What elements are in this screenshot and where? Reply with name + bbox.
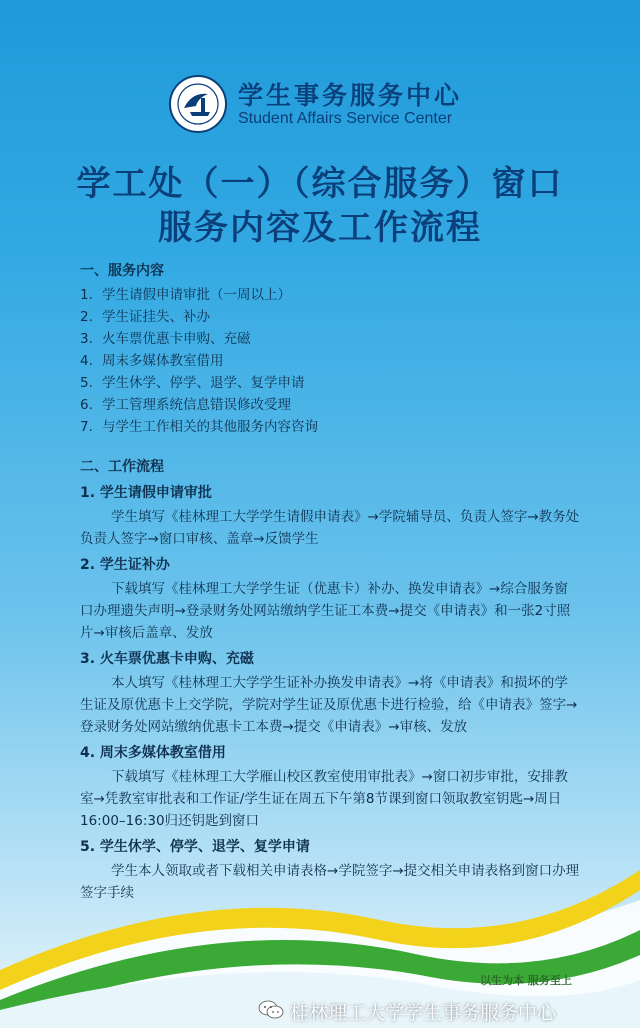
item-text: 学工管理系统信息错误修改受理 [102, 397, 291, 413]
services-list [80, 284, 580, 438]
item-text: 周末多媒体教室借用 [102, 353, 224, 369]
spacer [80, 438, 580, 456]
workflow-item-body: 本人填写《桂林理工大学学生证补办换发申请表》→将《申请表》和损坏的学生证及原优惠卡上交学院，学院对学生证及原优惠卡进行检验，给《申请表》签字→登录财务处网站缴纳优惠卡工本费→提交《申请表》→审核、发放 [80, 675, 578, 735]
services-heading: 一、服务内容 [80, 263, 164, 279]
content [80, 260, 580, 908]
workflow-item-body: 下载填写《桂林理工大学学生证（优惠卡）补办、换发申请表》→综合服务窗口办理遗失声明→登录财务处网站缴纳学生证工本费→提交《申请表》和一张2寸照片→审核后盖章、发放 [80, 581, 571, 641]
item-text: 与学生工作相关的其他服务内容咨询 [102, 419, 318, 435]
item-number: 4. [80, 353, 93, 369]
list-item [80, 328, 580, 350]
list-item [80, 394, 580, 416]
workflow-item-title: 4. 周末多媒体教室借用 [80, 745, 226, 761]
workflow-item-body: 学生本人领取或者下载相关申请表格→学院签字→提交相关申请表格到窗口办理签字手续 [80, 863, 580, 901]
workflow-item-title: 3. 火车票优惠卡申购、充磁 [80, 651, 254, 667]
item-number: 1. [80, 287, 93, 303]
workflow-item-body: 下载填写《桂林理工大学雁山校区教室使用审批表》→窗口初步审批，安排教室→凭教室审批表和工作证/学生证在周五下午第8节课到窗口领取教室钥匙→周日16:00–16:30归还钥匙到窗口 [80, 769, 568, 829]
item-text: 火车票优惠卡申购、充磁 [102, 331, 251, 347]
item-text: 学生请假申请审批（一周以上） [102, 287, 291, 303]
header [0, 70, 640, 140]
workflow-item-title: 1. 学生请假申请审批 [80, 485, 212, 501]
item-number: 7. [80, 419, 93, 435]
list-item [80, 416, 580, 438]
workflow-item [80, 648, 580, 738]
item-number: 3. [80, 331, 93, 347]
university-logo-icon [168, 74, 228, 134]
center-name-cn: 学生事务服务中心 [238, 81, 463, 110]
list-item [80, 306, 580, 328]
item-number: 2. [80, 309, 93, 325]
workflow-item-body: 学生填写《桂林理工大学学生请假申请表》→学院辅导员、负责人签字→教务处负责人签字→窗口审核、盖章→反馈学生 [80, 509, 580, 547]
item-text: 学生证挂失、补办 [102, 309, 210, 325]
item-number: 6. [80, 397, 93, 413]
item-text: 学生休学、停学、退学、复学申请 [102, 375, 305, 391]
page-title-line1: 学工处（一）（综合服务）窗口 [76, 164, 564, 204]
list-item [80, 284, 580, 306]
workflow-item [80, 482, 580, 550]
workflow-item [80, 554, 580, 644]
item-number: 5. [80, 375, 93, 391]
slogan: 以生为本 服务至上 [480, 974, 572, 987]
list-item [80, 372, 580, 394]
workflow-item-title: 5. 学生休学、停学、退学、复学申请 [80, 839, 310, 855]
workflow-item [80, 742, 580, 832]
workflow-item-title: 2. 学生证补办 [80, 557, 170, 573]
list-item [80, 350, 580, 372]
wechat-icon [258, 999, 284, 1021]
watermark: 桂林理工大学学生事务服务中心 [290, 1002, 557, 1024]
page-title-line2: 服务内容及工作流程 [158, 208, 482, 248]
center-name-en: Student Affairs Service Center [238, 110, 453, 127]
workflow-heading: 二、工作流程 [80, 459, 164, 475]
